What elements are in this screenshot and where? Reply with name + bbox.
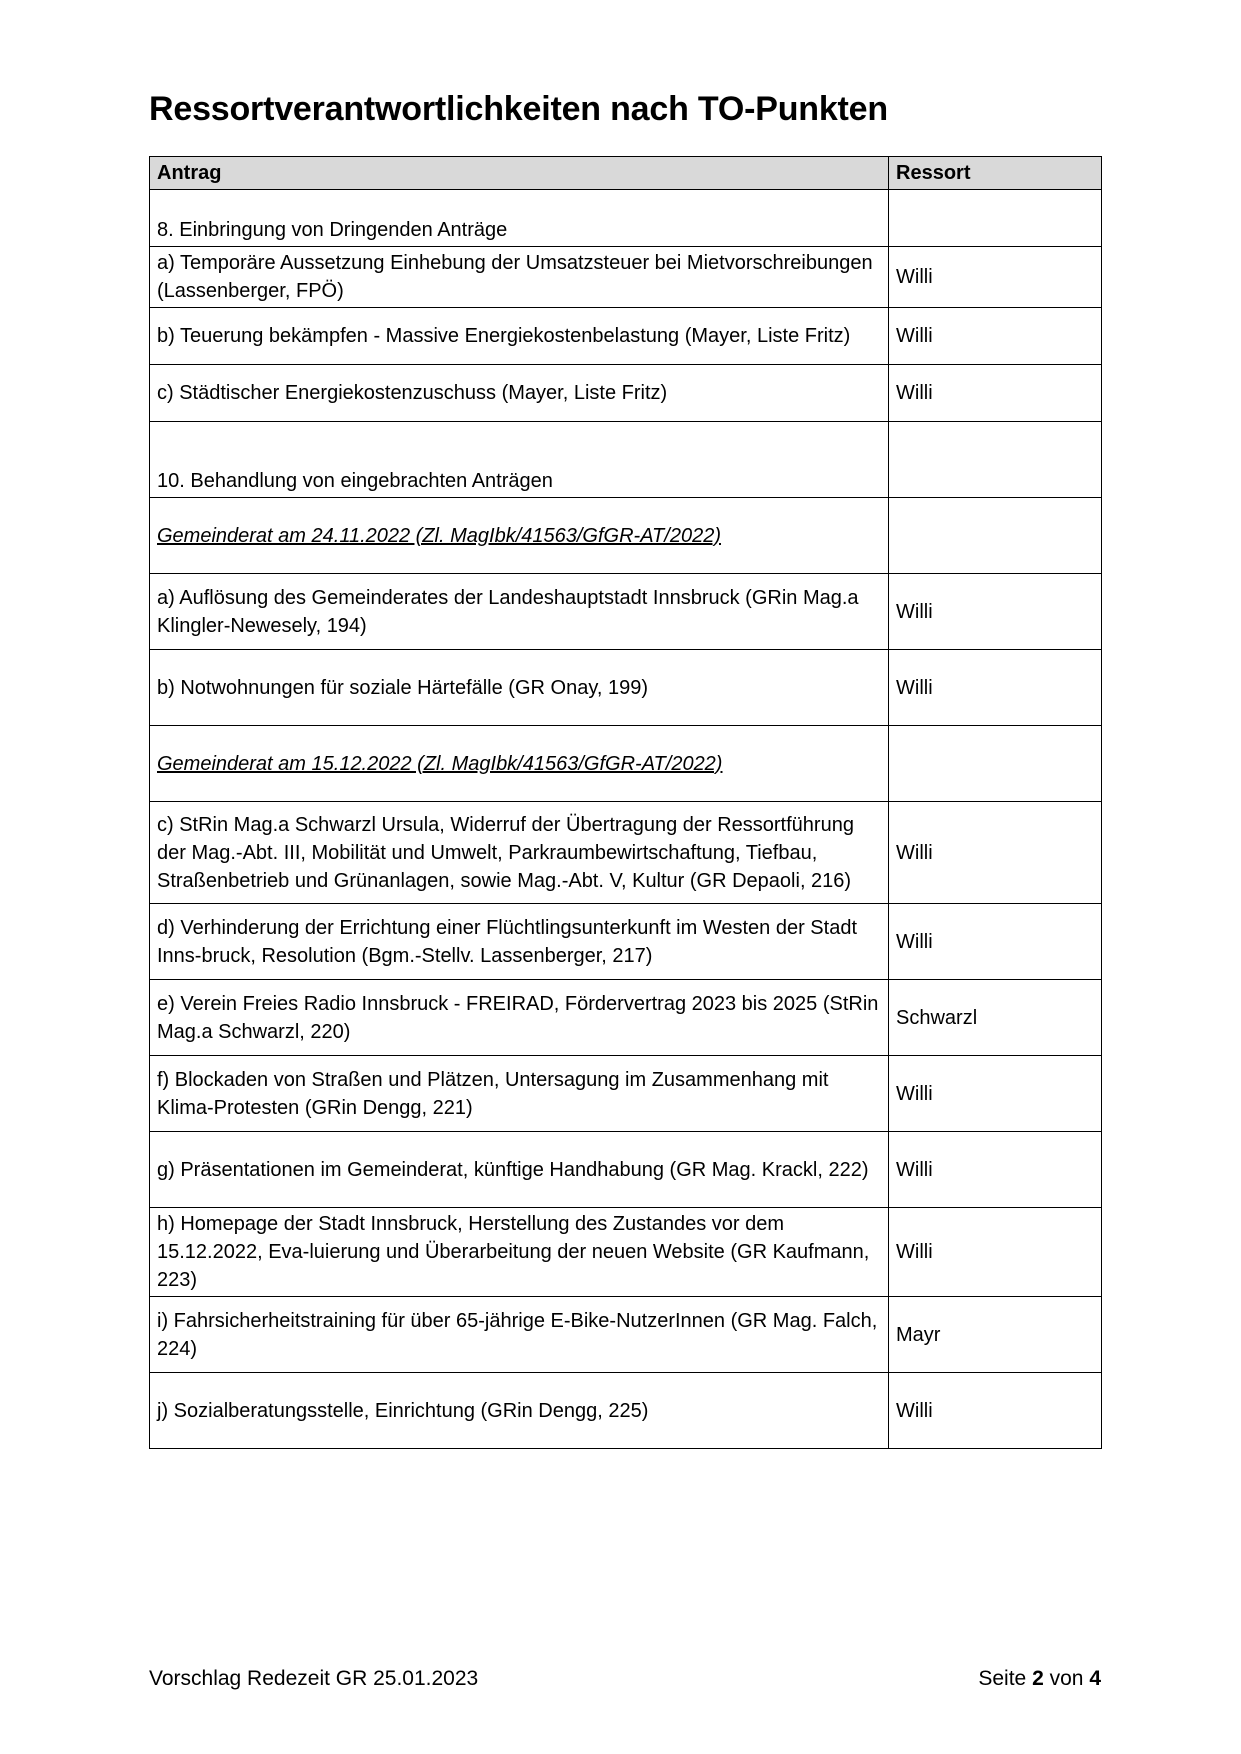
section-heading: 10. Behandlung von eingebrachten Anträgen [150, 422, 889, 498]
table-row [150, 247, 1102, 308]
ressort-cell [889, 190, 1102, 247]
table-row [150, 1208, 1102, 1297]
antrag-cell: a) Temporäre Aussetzung Einhebung der Umsatzsteuer bei Mietvorschreibungen (Lassenberger, FPÖ) [150, 247, 889, 308]
responsibility-table [149, 156, 1102, 1449]
table-row [150, 308, 1102, 365]
antrag-cell: h) Homepage der Stadt Innsbruck, Herstellung des Zustandes vor dem 15.12.2022, Eva-luierung und Überarbeitung der neuen Website (GR Kaufmann, 223) [150, 1208, 889, 1297]
ressort-cell: Mayr [889, 1297, 1102, 1373]
ressort-cell: Schwarzl [889, 980, 1102, 1056]
antrag-cell: i) Fahrsicherheitstraining für über 65-jährige E-Bike-NutzerInnen (GR Mag. Falch, 224) [150, 1297, 889, 1373]
antrag-cell: c) StRin Mag.a Schwarzl Ursula, Widerruf der Übertragung der Ressortführung der Mag.-Abt. III, Mobilität und Umwelt, Parkraumbewirtschaftung, Tiefbau, Straßenbetrieb und Grünanlagen, sowie Mag.-Abt. V, Kultur (GR Depaoli, 216) [150, 802, 889, 904]
header-antrag: Antrag [150, 157, 889, 190]
page-number [978, 1667, 1101, 1691]
ressort-cell: Willi [889, 1056, 1102, 1132]
table-row [150, 422, 1102, 498]
antrag-cell: a) Auflösung des Gemeinderates der Landeshauptstadt Innsbruck (GRin Mag.a Klingler-Newesely, 194) [150, 574, 889, 650]
ressort-cell: Willi [889, 802, 1102, 904]
table-row [150, 650, 1102, 726]
table-row [150, 574, 1102, 650]
ressort-cell: Willi [889, 1373, 1102, 1449]
table-row [150, 1056, 1102, 1132]
table-row [150, 1132, 1102, 1208]
ressort-cell: Willi [889, 904, 1102, 980]
table-row [150, 1297, 1102, 1373]
table-row [150, 498, 1102, 574]
antrag-cell: j) Sozialberatungsstelle, Einrichtung (GRin Dengg, 225) [150, 1373, 889, 1449]
antrag-cell: b) Notwohnungen für soziale Härtefälle (GR Onay, 199) [150, 650, 889, 726]
ressort-cell: Willi [889, 308, 1102, 365]
section-heading: 8. Einbringung von Dringenden Anträge [150, 190, 889, 247]
table-row [150, 190, 1102, 247]
antrag-cell: f) Blockaden von Straßen und Plätzen, Untersagung im Zusammenhang mit Klima-Protesten (GRin Dengg, 221) [150, 1056, 889, 1132]
table-row [150, 365, 1102, 422]
ressort-cell [889, 422, 1102, 498]
header-ressort: Ressort [889, 157, 1102, 190]
ressort-cell: Willi [889, 1132, 1102, 1208]
table-row [150, 980, 1102, 1056]
ressort-cell: Willi [889, 247, 1102, 308]
ressort-cell: Willi [889, 365, 1102, 422]
table-row [150, 802, 1102, 904]
table-row [150, 904, 1102, 980]
antrag-cell: g) Präsentationen im Gemeinderat, künftige Handhabung (GR Mag. Krackl, 222) [150, 1132, 889, 1208]
ressort-cell: Willi [889, 574, 1102, 650]
page-total: 4 [1089, 1667, 1101, 1690]
ressort-cell: Willi [889, 1208, 1102, 1297]
ressort-cell [889, 726, 1102, 802]
ressort-cell: Willi [889, 650, 1102, 726]
table-row [150, 1373, 1102, 1449]
antrag-cell: e) Verein Freies Radio Innsbruck - FREIRAD, Fördervertrag 2023 bis 2025 (StRin Mag.a Schwarzl, 220) [150, 980, 889, 1056]
table-row [150, 726, 1102, 802]
antrag-cell: b) Teuerung bekämpfen - Massive Energiekostenbelastung (Mayer, Liste Fritz) [150, 308, 889, 365]
footer-document-label: Vorschlag Redezeit GR 25.01.2023 [149, 1667, 479, 1690]
page-title: Ressortverantwortlichkeiten nach TO-Punkten [149, 90, 888, 128]
ressort-cell [889, 498, 1102, 574]
session-heading: Gemeinderat am 24.11.2022 (Zl. MagIbk/41563/GfGR-AT/2022) [150, 498, 889, 574]
session-heading: Gemeinderat am 15.12.2022 (Zl. MagIbk/41563/GfGR-AT/2022) [150, 726, 889, 802]
page-current: 2 [1032, 1667, 1044, 1690]
table-header-row [150, 157, 1102, 190]
antrag-cell: d) Verhinderung der Errichtung einer Flüchtlingsunterkunft im Westen der Stadt Inns-bruck, Resolution (Bgm.-Stellv. Lassenberger, 217) [150, 904, 889, 980]
antrag-cell: c) Städtischer Energiekostenzuschuss (Mayer, Liste Fritz) [150, 365, 889, 422]
page-prefix: Seite [978, 1667, 1027, 1690]
page-separator: von [1049, 1667, 1084, 1690]
